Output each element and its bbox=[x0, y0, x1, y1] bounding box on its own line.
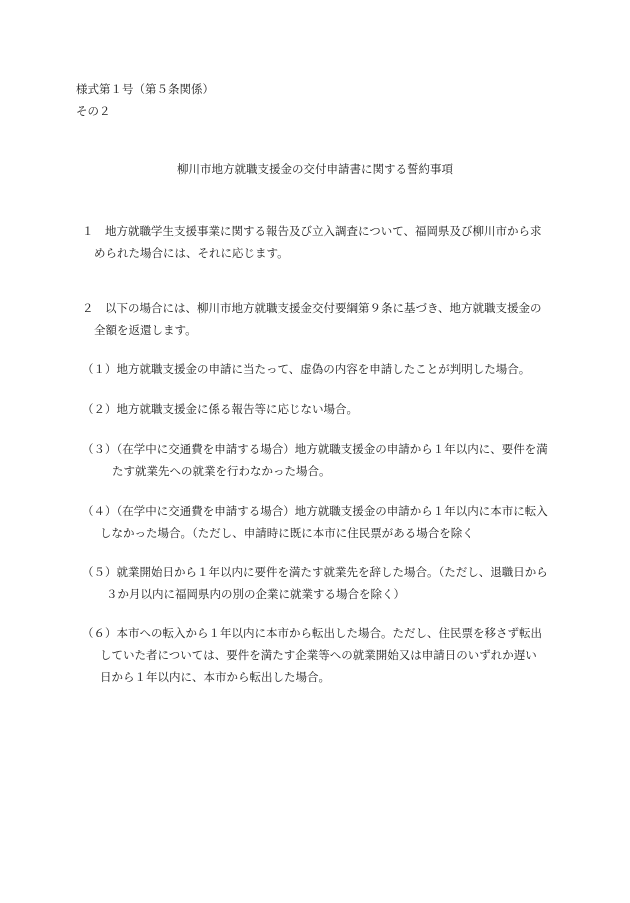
form-number: 様式第１号（第５条関係） bbox=[76, 82, 214, 96]
form-part: その２ bbox=[76, 104, 111, 118]
condition-1-line-1: （１）地方就職支援金の申請に当たって、虚偽の内容を申請したことが判明した場合。 bbox=[82, 362, 531, 376]
document-title: 柳川市地方就職支援金の交付申請書に関する誓約事項 bbox=[177, 162, 453, 176]
condition-3-line-2: たす就業先への就業を行わなかった場合。 bbox=[112, 464, 331, 478]
clause-1-line-1: １ 地方就職学生支援事業に関する報告及び立入調査について、福岡県及び柳川市から求 bbox=[82, 224, 542, 238]
condition-4-line-2: しなかった場合。（ただし、申請時に既に本市に住民票がある場合を除く bbox=[100, 526, 474, 540]
clause-2-line-1: ２ 以下の場合には、柳川市地方就職支援金交付要綱第９条に基づき、地方就職支援金の bbox=[82, 301, 542, 315]
condition-2-line-1: （２）地方就職支援金に係る報告等に応じない場合。 bbox=[82, 402, 358, 416]
condition-5-line-2: ３か月以内に福岡県内の別の企業に就業する場合を除く） bbox=[106, 587, 405, 601]
condition-5-line-1: （５）就業開始日から１年以内に要件を満たす就業先を辞した場合。（ただし、退職日から bbox=[82, 565, 548, 579]
clause-1-line-2: められた場合には、それに応じます。 bbox=[94, 246, 289, 260]
condition-3-line-1: （３）（在学中に交通費を申請する場合）地方就職支援金の申請から１年以内に、要件を満 bbox=[82, 442, 548, 456]
condition-6-line-1: （６）本市への転入から１年以内に本市から転出した場合。ただし、住民票を移さず転出 bbox=[82, 626, 542, 640]
condition-6-line-2: していた者については、要件を満たす企業等への就業開始又は申請日のいずれか遅い bbox=[100, 648, 537, 662]
clause-2-line-2: 全額を返還します。 bbox=[94, 323, 197, 337]
condition-4-line-1: （４）（在学中に交通費を申請する場合）地方就職支援金の申請から１年以内に本市に転入 bbox=[82, 504, 548, 518]
condition-6-line-3: 日から１年以内に、本市から転出した場合。 bbox=[100, 670, 330, 684]
